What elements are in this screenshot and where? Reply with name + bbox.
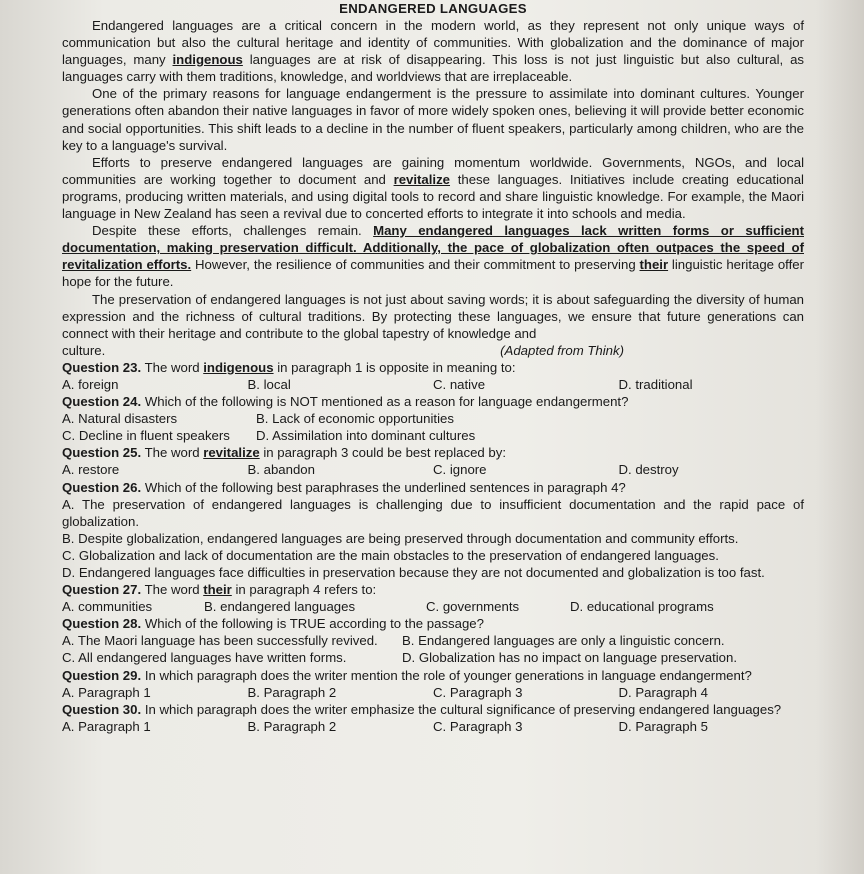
q29-text: In which paragraph does the writer mention the role of younger generations in language endangerment? — [141, 667, 752, 683]
q25-pre: The word — [141, 445, 204, 461]
underlined-indigenous: indigenous — [172, 52, 243, 68]
q29-option-d[interactable]: D. Paragraph 4 — [618, 684, 708, 700]
q29-option-b[interactable]: B. Paragraph 2 — [247, 684, 337, 700]
question-29 — [62, 667, 804, 684]
p3-text-a: Efforts to preserve endangered languages are gaining momentum worldwide. Governments, NGOs, and local communities are working together to document and — [62, 154, 804, 187]
p1-text-b: languages are at risk of disappearing. This loss is not just linguistic but also cultural, as languages carry with them traditions, knowledge, and worldviews that are irreplaceable. — [62, 52, 804, 85]
q30-text: In which paragraph does the writer emphasize the cultural significance of preserving endangered languages? — [141, 701, 782, 717]
q23-option-b[interactable]: B. local — [247, 376, 291, 392]
q26-option-c[interactable]: C. Globalization and lack of documentation are the main obstacles to the preservation of endangered languages. — [62, 547, 719, 563]
q24-number: Question 24. — [62, 394, 142, 410]
q24-option-c[interactable]: C. Decline in fluent speakers — [62, 428, 230, 444]
p5-last-word: culture. — [62, 342, 106, 358]
q30-option-b[interactable]: B. Paragraph 2 — [247, 718, 337, 734]
q26-option-a[interactable]: A. The preservation of endangered languages is challenging due to insufficient documentation and the rapid pace of globalization. — [62, 496, 804, 529]
q26-number: Question 26. — [62, 479, 142, 495]
q27-post: in paragraph 4 refers to: — [231, 582, 377, 598]
underlined-their: their — [639, 257, 669, 273]
q28-option-c[interactable]: C. All endangered languages have written forms. — [62, 650, 347, 666]
q27-option-a[interactable]: A. communities — [62, 599, 153, 615]
question-26 — [62, 479, 804, 496]
q23-option-a[interactable]: A. foreign — [62, 376, 119, 392]
paragraph-1 — [62, 17, 804, 85]
q28-number: Question 28. — [62, 616, 142, 632]
q27-option-d[interactable]: D. educational programs — [570, 599, 714, 615]
q28-option-b[interactable]: B. Endangered languages are only a linguistic concern. — [402, 633, 725, 649]
q30-number: Question 30. — [62, 701, 142, 717]
q26-text: Which of the following best paraphrases the underlined sentences in paragraph 4? — [141, 479, 626, 495]
q28-options-row-1 — [62, 632, 804, 649]
question-25 — [62, 444, 804, 461]
q27-underlined: their — [203, 582, 232, 598]
source-credit: (Adapted from Think) — [500, 342, 624, 358]
q28-option-a[interactable]: A. The Maori language has been successfully revived. — [62, 633, 378, 649]
q25-option-d[interactable]: D. destroy — [618, 462, 679, 478]
paragraph-5-end — [62, 342, 804, 359]
q23-underlined: indigenous — [203, 359, 274, 375]
q25-option-b[interactable]: B. abandon — [247, 462, 315, 478]
underlined-revitalize: revitalize — [393, 171, 451, 187]
q27-options — [62, 598, 804, 615]
q23-post: in paragraph 1 is opposite in meaning to: — [273, 359, 516, 375]
p3-text-b: these languages. Initiatives include creating educational programs, producing written materials, and using digital tools to record and share linguistic knowledge. For example, the Maori language in New Zealand has seen a revival due to concerted efforts to integrate it into schools and media. — [62, 171, 804, 222]
underlined-sentences: Many endangered languages lack written forms or sufficient documentation, making preservation difficult. Additionally, the pace of globalization often outpaces the speed of revitalization efforts. — [62, 223, 804, 273]
q30-option-c[interactable]: C. Paragraph 3 — [433, 718, 523, 734]
q28-options-row-2 — [62, 649, 804, 666]
passage-title: ENDANGERED LANGUAGES — [339, 1, 527, 16]
q27-option-b[interactable]: B. endangered languages — [204, 599, 356, 615]
q26-option-d[interactable]: D. Endangered languages face difficulties in preservation because they are not documented and globalization is too fast. — [62, 565, 765, 580]
q25-option-a[interactable]: A. restore — [62, 462, 120, 478]
q25-post: in paragraph 3 could be best replaced by: — [259, 445, 507, 461]
q30-option-d[interactable]: D. Paragraph 5 — [618, 718, 708, 734]
q25-underlined: revitalize — [203, 445, 260, 461]
q25-number: Question 25. — [62, 445, 142, 461]
q29-option-a[interactable]: A. Paragraph 1 — [62, 684, 151, 700]
q27-number: Question 27. — [62, 582, 142, 598]
q24-option-a[interactable]: A. Natural disasters — [62, 411, 178, 427]
q23-number: Question 23. — [62, 359, 142, 375]
paragraph-2: One of the primary reasons for language endangerment is the pressure to assimilate into dominant cultures. Younger generations often abandon their native languages in favor of more widely spoken ones, believing it will provide better economic and social opportunities. This shift leads to a decline in the number of fluent speakers, particularly among children, who are the key to a language's survival. — [62, 86, 804, 153]
paragraph-4 — [62, 222, 804, 290]
q28-text: Which of the following is TRUE according to the passage? — [141, 616, 484, 632]
paragraph-3 — [62, 154, 804, 222]
q26-option-b[interactable]: B. Despite globalization, endangered languages are being preserved through documentation and community efforts. — [62, 530, 739, 546]
q27-option-c[interactable]: C. governments — [426, 599, 520, 615]
question-30 — [62, 701, 804, 718]
q27-pre: The word — [141, 582, 204, 598]
q24-text: Which of the following is NOT mentioned as a reason for language endangerment? — [141, 394, 629, 410]
q28-option-d[interactable]: D. Globalization has no impact on language preservation. — [402, 650, 738, 666]
q23-option-c[interactable]: C. native — [433, 376, 486, 392]
q23-option-d[interactable]: D. traditional — [618, 376, 693, 392]
q24-options-row-1 — [62, 410, 804, 427]
page-shadow — [816, 0, 864, 874]
q24-option-d[interactable]: D. Assimilation into dominant cultures — [256, 428, 476, 444]
q23-options — [62, 376, 804, 393]
p4-text-b: However, the resilience of communities and their commitment to preserving — [191, 257, 640, 273]
question-27 — [62, 581, 804, 598]
q30-options — [62, 718, 804, 735]
q23-pre: The word — [141, 359, 204, 375]
question-24 — [62, 393, 804, 410]
p4-text-a: Despite these efforts, challenges remain. — [92, 223, 374, 239]
q30-option-a[interactable]: A. Paragraph 1 — [62, 718, 151, 734]
p4-text-c: linguistic heritage offer hope for the future. — [62, 257, 804, 290]
q25-option-c[interactable]: C. ignore — [433, 462, 487, 478]
p1-text-a: Endangered languages are a critical concern in the modern world, as they represent not only unique ways of communication but also the cultural heritage and identity of communities. With globalization and the dominance of major languages, many — [62, 18, 804, 68]
q29-number: Question 29. — [62, 667, 142, 683]
q24-options-row-2 — [62, 427, 804, 444]
question-23 — [62, 359, 804, 376]
question-28 — [62, 615, 804, 632]
q29-options — [62, 684, 804, 701]
q24-option-b[interactable]: B. Lack of economic opportunities — [256, 411, 454, 427]
q29-option-c[interactable]: C. Paragraph 3 — [433, 684, 523, 700]
paragraph-5: The preservation of endangered languages is not just about saving words; it is about safeguarding the diversity of human expression and the richness of cultural traditions. By protecting these languages, we ensure that future generations can connect with their heritage and contribute to the global tapestry of knowledge and — [62, 291, 804, 341]
q25-options — [62, 461, 804, 478]
